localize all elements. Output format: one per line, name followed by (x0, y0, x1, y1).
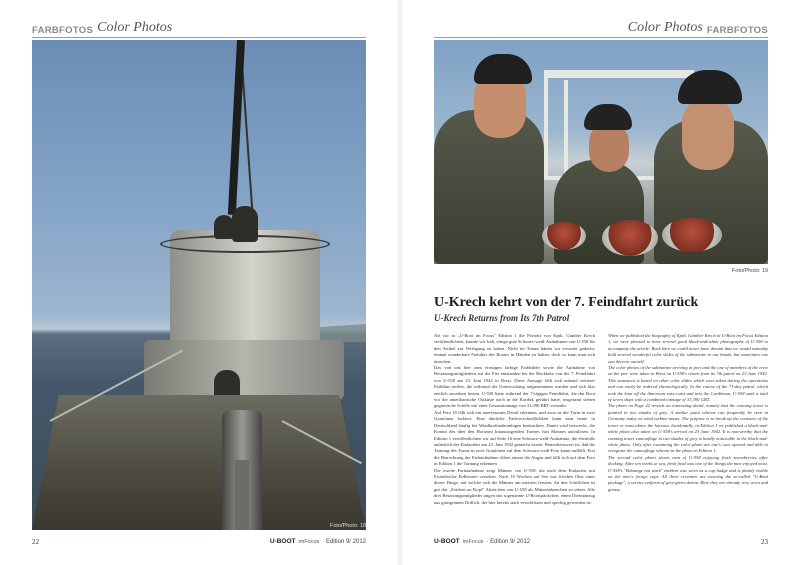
strawberry-bowl (662, 218, 722, 252)
german-paragraph: Als wir in „U-Boot im Focus" Edition 1 die Porträts von Kptlt. Günther Krech veröffentlichten, konnte wir froh, einige gute Schwarz-weiß-Aufnahmen von U-558 für den Artikel zur Verfügung zu haben. Nicht im Traum hätten wir erwartet gedacht, einmal wunderbare Farbdias des Bootes in Händen zu halten, doch so kann man sich täuschen. (434, 333, 595, 364)
right-footer (434, 538, 530, 545)
german-paragraph: Die zweite Farbaufnahme zeigt Männer von U-558, die nach dem Einlaufen mit Eisenfrische Erdbeeren versehen. Nach 10 Wochen auf See war frisches Obst eines dieser Dinge, auf welche sich die Männer am meisten freuten. An den Schiffchen ist gut das „Zeichen an Kopf" Abzeichen von U-558 als Mützenabzeichen zu sehen. Alle drei Besatzungsmitglieder tragen das sogenannte U-Bootspäckchen, einen Dienstanzug aus grüngrünem Drillich, der hier bereits stark verschlissen und speckig geworden ist. (434, 467, 595, 505)
crew-member (232, 206, 258, 242)
strawberry-bowl (602, 220, 658, 256)
magazine-logo: U-BOOT (434, 538, 460, 545)
left-header-de: FARBFOTOS (32, 25, 94, 36)
left-section-header (32, 14, 172, 36)
german-paragraph: Das von uns hier zum einstigen farbige Farbbilder sowie die Aufnahme von Besatzungsmitgliedern auf der Pier entstanden bei der Rückkehr von der 7. Feindfahrt von U-558 am 23. Juni 1942 in Brest. Diese Aussage fällt sich anhand weiterer Farbdias treffen, die während der Untersuchung aufgenommen wurden und sich klar zeitlich zuordnen lassen. U-558 hatte während der 7-tägigen Feindfahrt, die das Boot vor die amerikanische Ostküste nach in die Karibik geführt hatte, insgesamt sieben gegnerische Schiffe mit einer Gesamttonnage von 33,390 BRT versenkt. (434, 365, 595, 409)
boat-deck (32, 395, 366, 530)
english-paragraph: The color photos of the submarine arriving in port and the one of members of the crew on the pier were taken in Brest on U-558's return from its 7th patrol on 23 June 1942. This statement is based on other color slides which were taken during the operations and can easily be ordered chronologically. In the course of the 71-day patrol, which took the boat off the American east coast and into the Caribbean, U-558 sank a total of seven ships with a combined tonnage of 33,390 GRT. (608, 365, 768, 403)
english-text-column (608, 333, 768, 535)
magazine-logo: U-BOOT (269, 538, 296, 545)
strawberry-bowl (542, 222, 586, 250)
right-page-number: 23 (761, 538, 768, 546)
english-paragraph: The photo on Page 22 reveals an interesting detail, namely that the conning tower is painted in two shades of grey. A similar paint scheme can frequently be seen in Germany today on wind turbine masts. The purpose is to break up the contours of the tower or mast above the horizon. Incidentally, in Edition 1 we published a black-and-white photo also taken on U-558's arrival on 23 June 1942. It is noteworthy that the conning tower camouflage in two shades of grey is hardly noticeable in the black-and-white photo. Only after examining the color photo are one's eyes opened and able to recognize the camouflage scheme in the photo in Edition 1. (608, 403, 768, 454)
german-text-column (434, 333, 595, 535)
left-page (0, 0, 398, 565)
deck-gun-barrel (235, 460, 249, 530)
crew-member-face (682, 98, 734, 170)
conning-tower-base (144, 340, 344, 400)
magazine-logo-suffix: imFocus (462, 538, 484, 545)
periscope-mast (228, 40, 245, 215)
english-paragraph: When we published the biography of Kptlt. Günther Krech in U-Boot im Focus Edition 1, we were pleased to have several good black-and-white photographs of U-558 to accompany the article. Back then we could never have dreamt that we would someday hold several wonderful color slides of the submarine in our hands, but sometimes one can deceive oneself. (608, 333, 768, 364)
crew-strawberries-photo (434, 40, 768, 264)
right-header-en: Color Photos (627, 20, 703, 35)
right-section-header (628, 14, 768, 36)
left-header-en: Color Photos (97, 20, 173, 35)
right-header-de: FARBFOTOS (706, 25, 768, 36)
german-paragraph: Auf Foto 18 fällt sich ein interessantes Detail erkennen, und zwar ist der Turm in zwei Grautönen lackiert. Eine ähnliche Farbverschiedlichkeit kann man heute in Deutschland häufig bei Windkraftinderanlagen beobachten. Damit wird bezweckt, die Kontur des über den Horizont hinausragenden Turmes fürs Mannes aufzulösen. In Edition 1 veröffentlichten wir auf Seite 16 eine Schwarz-weiß-Aufnahme, die ebenfalls anlässlich des Einlaufens am 23. Juni 1942 gemacht wurde. Bemerkenswert ist, daß die Tarnung des Turms in zwei Grautönen auf dem Schwarz-weiß-Foto kaum auffällt. Erst die Betrachtung der Farbaufnahme öffnet einem die Augen und fällt sich auf dem Foto in Edition 1 die Tarnung erkennen. (434, 409, 595, 467)
left-photo-credit: Foto/Photo: 18 (330, 523, 367, 529)
magazine-logo-suffix: imFocus (298, 538, 320, 545)
english-paragraph: The second color photo shows men of U-558 enjoying fresh strawberries after docking. After ten weeks at sea, fresh food was one of the things the men enjoyed most. U-558's "Bolzange mit stark" emblem was worn as a cap badge and is plainly visible on the men's forage caps. All three crewmen are wearing the so-called "U-Boat package", a service uniform of grey-green denim. Here they are already very worn and greasy. (608, 454, 768, 492)
forage-cap (474, 54, 532, 84)
left-header-rule (32, 37, 366, 38)
article-headline: U-Krech kehrt von der 7. Feindfahrt zurück (434, 295, 699, 310)
right-page (402, 0, 800, 565)
right-header-rule (434, 37, 768, 38)
edition-label: · Edition 9/ 2012 (486, 538, 531, 545)
right-photo-credit: Foto/Photo: 19 (731, 268, 768, 274)
crew-member (214, 215, 234, 239)
left-footer (270, 538, 366, 545)
uboat-conning-tower-photo (32, 40, 366, 530)
left-page-number: 22 (32, 538, 39, 546)
article-subheadline: U-Krech Returns from Its 7th Patrol (434, 313, 570, 323)
edition-label: · Edition 9/ 2012 (322, 538, 366, 545)
